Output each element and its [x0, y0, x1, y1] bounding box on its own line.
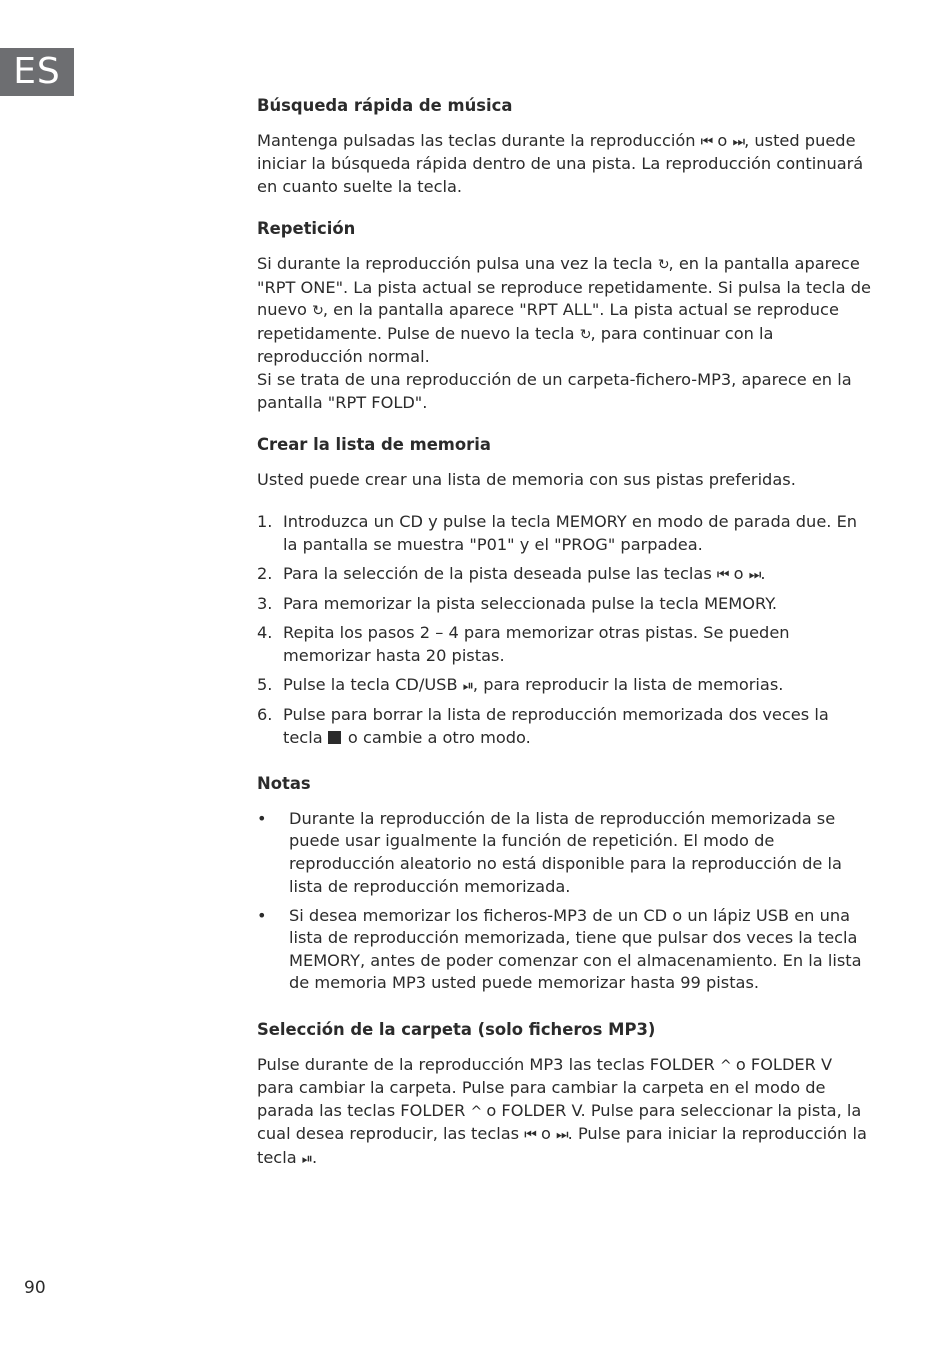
play-pause-icon: ⏯	[301, 1150, 312, 1167]
next-icon: ⏭	[748, 567, 761, 583]
section-title-carpeta: Selección de la carpeta (solo ficheros MP3)	[257, 1020, 656, 1039]
chevron-up-icon: ^	[470, 1103, 482, 1120]
paragraph-repeticion-1: Si durante la reproducción pulsa una vez la tecla ↻, en la pantalla aparece "RPT ONE". La pista actual se reproduce repetidamente. Si pulsa la tecla de nuevo ↻, en la pantalla aparece "RPT ALL". La pista actual se reproduce repetidamente. Pulse de nuevo la tecla ↻, para continuar con la reproducción normal.	[257, 253, 871, 367]
bullet: •	[257, 905, 267, 925]
repeat-icon: ↻	[657, 256, 669, 273]
paragraph-carpeta: Pulse durante de la reproducción MP3 las teclas FOLDER ^ o FOLDER V para cambiar la carpeta. Pulse para cambiar la carpeta en el modo de parada las teclas FOLDER ^ o FOLDER V. Pulse para seleccionar la pista, la cual desea reproducir, las teclas ⏮ o ⏭. Pulse para iniciar la reproducción la tecla ⏯.	[257, 1054, 867, 1167]
list-item: 1. Introduzca un CD y pulse la tecla MEMORY en modo de parada due. En la pantalla se muestra "P01" y el "PROG" parpadea.	[257, 512, 858, 554]
paragraph-busqueda: Mantenga pulsadas las teclas durante la reproducción ⏮ o ⏭, usted puede iniciar la búsqueda rápida dentro de una pista. La reproducción continuará en cuanto suelte la tecla.	[257, 130, 864, 196]
bullet: •	[257, 808, 267, 828]
list-item: • Durante la reproducción de la lista de reproducción memorizada se puede usar igualmente la función de repetición. El modo de reproducción aleatorio no está disponible para la reproducción de la lista de reproducción memorizada.	[257, 808, 842, 896]
list-item: • Si desea memorizar los ficheros-MP3 de un CD o un lápiz USB en una lista de reproducción memorizada, tiene que pulsar dos veces la tecla MEMORY, antes de poder comenzar con el almacenamiento. En la lista de memoria MP3 usted puede memorizar hasta 99 pistas.	[257, 905, 862, 993]
section-title-busqueda: Búsqueda rápida de música	[257, 96, 513, 115]
section-title-repeticion: Repetición	[257, 219, 356, 239]
chevron-up-icon: ^	[719, 1057, 731, 1074]
next-icon: ⏭	[732, 133, 745, 150]
list-item: 5. Pulse la tecla CD/USB ⏯, para reproducir la lista de memorias.	[257, 674, 784, 694]
paragraph-memoria-intro: Usted puede crear una lista de memoria con sus pistas preferidas.	[257, 469, 796, 489]
list-item: 3. Para memorizar la pista seleccionada pulse la tecla MEMORY.	[257, 594, 777, 614]
repeat-icon: ↻	[579, 326, 591, 343]
list-item: 4. Repita los pasos 2 – 4 para memorizar otras pistas. Se pueden memorizar hasta 20 pistas.	[257, 623, 790, 665]
prev-icon: ⏮	[716, 567, 729, 583]
language-tab: ES	[0, 48, 74, 96]
repeat-icon: ↻	[312, 303, 323, 320]
notes-list	[257, 808, 872, 995]
list-item: 2. Para la selección de la pista deseada pulse las teclas ⏮ o ⏭.	[257, 564, 766, 583]
next-icon: ⏭	[556, 1127, 568, 1144]
section-title-notas: Notas	[257, 774, 311, 794]
play-pause-icon: ⏯	[462, 677, 473, 694]
page-content	[257, 95, 872, 1171]
stop-icon	[328, 731, 341, 744]
section-title-memoria: Crear la lista de memoria	[257, 435, 491, 455]
memory-steps-list	[257, 511, 872, 749]
list-item: 6. Pulse para borrar la lista de reproducción memorizada dos veces la tecla o cambie a otro modo.	[257, 704, 829, 747]
paragraph-repeticion-2: Si se trata de una reproducción de un carpeta-fichero-MP3, aparece en la pantalla "RPT FOLD".	[257, 369, 852, 412]
page-number: 90	[24, 1278, 46, 1298]
prev-icon: ⏮	[700, 133, 713, 150]
prev-icon: ⏮	[524, 1127, 536, 1144]
